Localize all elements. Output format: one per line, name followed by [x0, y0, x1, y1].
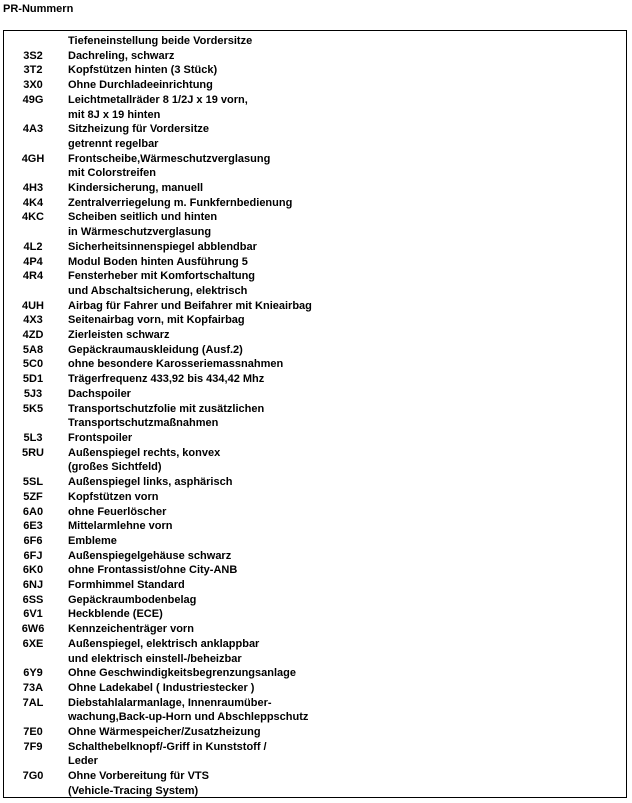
pr-description [62, 534, 626, 549]
pr-code: 6E3 [23, 520, 43, 533]
pr-description [62, 357, 626, 372]
pr-description-line: Zierleisten schwarz [68, 329, 170, 342]
pr-description-line: Gepäckraumbodenbelag [68, 593, 197, 606]
pr-code: 73A [22, 681, 44, 694]
pr-description [62, 122, 626, 151]
pr-description-line: und elektrisch einstell-/beheizbar [68, 652, 242, 665]
pr-entry-row [4, 93, 626, 122]
pr-description-line: Kennzeichenträger vorn [68, 623, 194, 636]
pr-code: 5RU [21, 446, 44, 459]
pr-description-line: Kopfstützen hinten (3 Stück) [68, 64, 218, 77]
pr-description [62, 343, 626, 358]
pr-description-line: wachung,Back-up-Horn und Abschleppschutz [68, 711, 309, 724]
pr-entry-row [4, 313, 626, 328]
pr-code: 6NJ [22, 579, 44, 592]
pr-description [62, 696, 626, 725]
pr-description [62, 63, 626, 78]
pr-description [62, 475, 626, 490]
pr-entry-row [4, 152, 626, 181]
pr-entry-row [4, 63, 626, 78]
pr-description [62, 387, 626, 402]
pr-code: 7F9 [23, 740, 43, 753]
pr-description [62, 490, 626, 505]
pr-entry-row [4, 725, 626, 740]
pr-description-line: Außenspiegel rechts, konvex [68, 446, 221, 459]
pr-code: 4K4 [22, 196, 44, 209]
pr-description [62, 299, 626, 314]
pr-code: 6W6 [21, 623, 45, 636]
pr-description-line: (großes Sichtfeld) [68, 461, 162, 474]
pr-entry-row [4, 578, 626, 593]
pr-description-line: Außenspiegelgehäuse schwarz [68, 549, 232, 562]
pr-description [62, 313, 626, 328]
pr-description [62, 578, 626, 593]
pr-description [62, 622, 626, 637]
pr-code: 6K0 [22, 564, 44, 577]
pr-description [62, 34, 626, 49]
pr-description-line: Zentralverriegelung m. Funkfernbedienung [68, 196, 293, 209]
pr-description-line: Kopfstützen vorn [68, 490, 159, 503]
pr-description [62, 269, 626, 298]
pr-description-line: in Wärmeschutzverglasung [68, 226, 212, 239]
pr-entry-row [4, 34, 626, 49]
pr-description-line: (Vehicle-Tracing System) [68, 784, 199, 797]
pr-description-line: Ohne Geschwindigkeitsbegrenzungsanlage [68, 667, 296, 680]
pr-code: 5D1 [22, 373, 44, 386]
pr-description-line: Airbag für Fahrer und Beifahrer mit Knieairbag [68, 299, 312, 312]
pr-description [62, 210, 626, 239]
pr-code: 5C0 [22, 358, 44, 371]
pr-description [62, 431, 626, 446]
pr-entry-row [4, 740, 626, 769]
pr-description-line: Mittelarmlehne vorn [68, 520, 173, 533]
pr-entry-row [4, 666, 626, 681]
pr-description [62, 181, 626, 196]
pr-code: 5J3 [23, 387, 43, 400]
pr-code: 4A3 [22, 123, 44, 136]
pr-entry-row [4, 519, 626, 534]
pr-entry-row [4, 534, 626, 549]
pr-description-line: Gepäckraumauskleidung (Ausf.2) [68, 343, 243, 356]
pr-description-line: Außenspiegel, elektrisch anklappbar [68, 637, 260, 650]
pr-description-line: ohne besondere Karosseriemassnahmen [68, 358, 284, 371]
pr-description-line: ohne Feuerlöscher [68, 505, 167, 518]
pr-code: 5L3 [23, 431, 43, 444]
pr-code [4, 34, 62, 49]
pr-entry-row [4, 49, 626, 64]
pr-description [62, 93, 626, 122]
pr-number-table [3, 30, 627, 798]
pr-description [62, 78, 626, 93]
pr-description [62, 607, 626, 622]
pr-description-line: Frontspoiler [68, 431, 133, 444]
pr-entry-row [4, 563, 626, 578]
pr-description [62, 563, 626, 578]
pr-entry-row [4, 607, 626, 622]
pr-description-line: Dachreling, schwarz [68, 49, 175, 62]
pr-code: 4ZD [22, 329, 44, 342]
pr-description-line: mit Colorstreifen [68, 167, 157, 180]
pr-description-line: getrennt regelbar [68, 137, 159, 150]
pr-description [62, 372, 626, 387]
pr-entry-row [4, 637, 626, 666]
pr-description [62, 49, 626, 64]
pr-entry-row [4, 299, 626, 314]
pr-code: 6FJ [23, 549, 43, 562]
pr-entry-row [4, 387, 626, 402]
pr-entry-row [4, 681, 626, 696]
pr-entry-row [4, 431, 626, 446]
pr-description-line: Heckblende (ECE) [68, 608, 163, 621]
pr-entry-row [4, 475, 626, 490]
pr-description-line: Ohne Wärmespeicher/Zusatzheizung [68, 726, 261, 739]
pr-description-line: Seitenairbag vorn, mit Kopfairbag [68, 314, 245, 327]
pr-description-line: Schalthebelknopf/-Griff in Kunststoff / [68, 740, 267, 753]
pr-code: 4X3 [23, 314, 43, 327]
pr-description-line: Kindersicherung, manuell [68, 182, 204, 195]
pr-entry-row [4, 505, 626, 520]
pr-code: 4KC [21, 211, 44, 224]
pr-code: 6XE [22, 637, 44, 650]
pr-description [62, 152, 626, 181]
pr-entry-row [4, 328, 626, 343]
pr-description [62, 725, 626, 740]
pr-description [62, 446, 626, 475]
pr-entry-row [4, 78, 626, 93]
pr-entry-row [4, 372, 626, 387]
pr-entry-row [4, 402, 626, 431]
pr-code: 3T2 [23, 64, 43, 77]
pr-code: 7E0 [23, 726, 43, 739]
pr-description-line: Außenspiegel links, asphärisch [68, 476, 233, 489]
pr-description-line: Embleme [68, 534, 117, 547]
pr-code: 49G [22, 93, 44, 106]
pr-code: 5ZF [23, 490, 43, 503]
pr-description [62, 637, 626, 666]
pr-code: 6V1 [23, 608, 43, 621]
pr-description-line: Ohne Durchladeeinrichtung [68, 79, 213, 92]
pr-description [62, 519, 626, 534]
pr-description-line: Ohne Vorbereitung für VTS [68, 770, 209, 783]
pr-code: 4GH [21, 152, 45, 165]
pr-description [62, 240, 626, 255]
pr-description [62, 505, 626, 520]
pr-number-list [4, 34, 626, 799]
pr-entry-row [4, 549, 626, 564]
pr-description-line: Scheiben seitlich und hinten [68, 211, 218, 224]
pr-description [62, 681, 626, 696]
pr-description [62, 255, 626, 270]
pr-entry-row [4, 269, 626, 298]
pr-description-line: Transportschutzfolie mit zusätzlichen [68, 402, 265, 415]
pr-entry-row [4, 343, 626, 358]
pr-code: 6F6 [23, 534, 43, 547]
pr-code: 3S2 [23, 49, 43, 62]
pr-description-line: Tiefeneinstellung beide Vordersitze [68, 35, 253, 47]
pr-description-line: Formhimmel Standard [68, 579, 185, 592]
pr-description-line: Modul Boden hinten Ausführung 5 [68, 255, 248, 268]
pr-code: 6A0 [22, 505, 44, 518]
pr-code: 3X0 [23, 79, 43, 92]
pr-code: 6Y9 [23, 667, 43, 680]
pr-entry-row [4, 593, 626, 608]
pr-description-line: Fensterheber mit Komfortschaltung [68, 270, 256, 283]
pr-code: 4P4 [23, 255, 43, 268]
page-title: PR-Nummern [3, 3, 74, 15]
pr-code: 4UH [21, 299, 44, 312]
pr-entry-row [4, 696, 626, 725]
pr-entry-row [4, 240, 626, 255]
pr-entry-row [4, 196, 626, 211]
pr-entry-row [4, 181, 626, 196]
pr-entry-row [4, 357, 626, 372]
pr-entry-row [4, 210, 626, 239]
pr-description [62, 549, 626, 564]
pr-description [62, 666, 626, 681]
pr-description-line: mit 8J x 19 hinten [68, 108, 161, 121]
pr-code: 4L2 [23, 240, 43, 253]
pr-code: 5A8 [22, 343, 44, 356]
pr-description-line: Leder [68, 755, 98, 768]
pr-description [62, 328, 626, 343]
pr-description [62, 196, 626, 211]
pr-description [62, 593, 626, 608]
pr-description-line: Transportschutzmaßnahmen [68, 417, 219, 430]
pr-entry-row [4, 255, 626, 270]
pr-entry-row [4, 446, 626, 475]
pr-description [62, 402, 626, 431]
pr-description-line: Sitzheizung für Vordersitze [68, 123, 209, 136]
pr-entry-row [4, 490, 626, 505]
pr-code: 4H3 [22, 182, 44, 195]
pr-description-line: Diebstahlalarmanlage, Innenraumüber- [68, 696, 272, 709]
pr-description-line: Ohne Ladekabel ( Industriestecker ) [68, 681, 255, 694]
pr-entry-row [4, 622, 626, 637]
pr-description-line: Sicherheitsinnenspiegel abblendbar [68, 240, 257, 253]
pr-code: 7AL [22, 696, 44, 709]
pr-code: 7G0 [22, 770, 44, 783]
pr-description-line: ohne Frontassist/ohne City-ANB [68, 564, 238, 577]
pr-code: 5K5 [22, 402, 44, 415]
pr-description [62, 740, 626, 769]
pr-description-line: Frontscheibe,Wärmeschutzverglasung [68, 152, 271, 165]
pr-entry-row [4, 122, 626, 151]
pr-code: 4R4 [22, 270, 44, 283]
pr-description-line: Leichtmetallräder 8 1/2J x 19 vorn, [68, 93, 248, 106]
pr-description-line: Dachspoiler [68, 387, 131, 400]
pr-description-line: und Abschaltsicherung, elektrisch [68, 284, 248, 297]
pr-description-line: Trägerfrequenz 433,92 bis 434,42 Mhz [68, 373, 265, 386]
pr-code: 6SS [22, 593, 44, 606]
pr-entry-row [4, 769, 626, 798]
pr-description [62, 769, 626, 798]
pr-code: 5SL [22, 476, 44, 489]
